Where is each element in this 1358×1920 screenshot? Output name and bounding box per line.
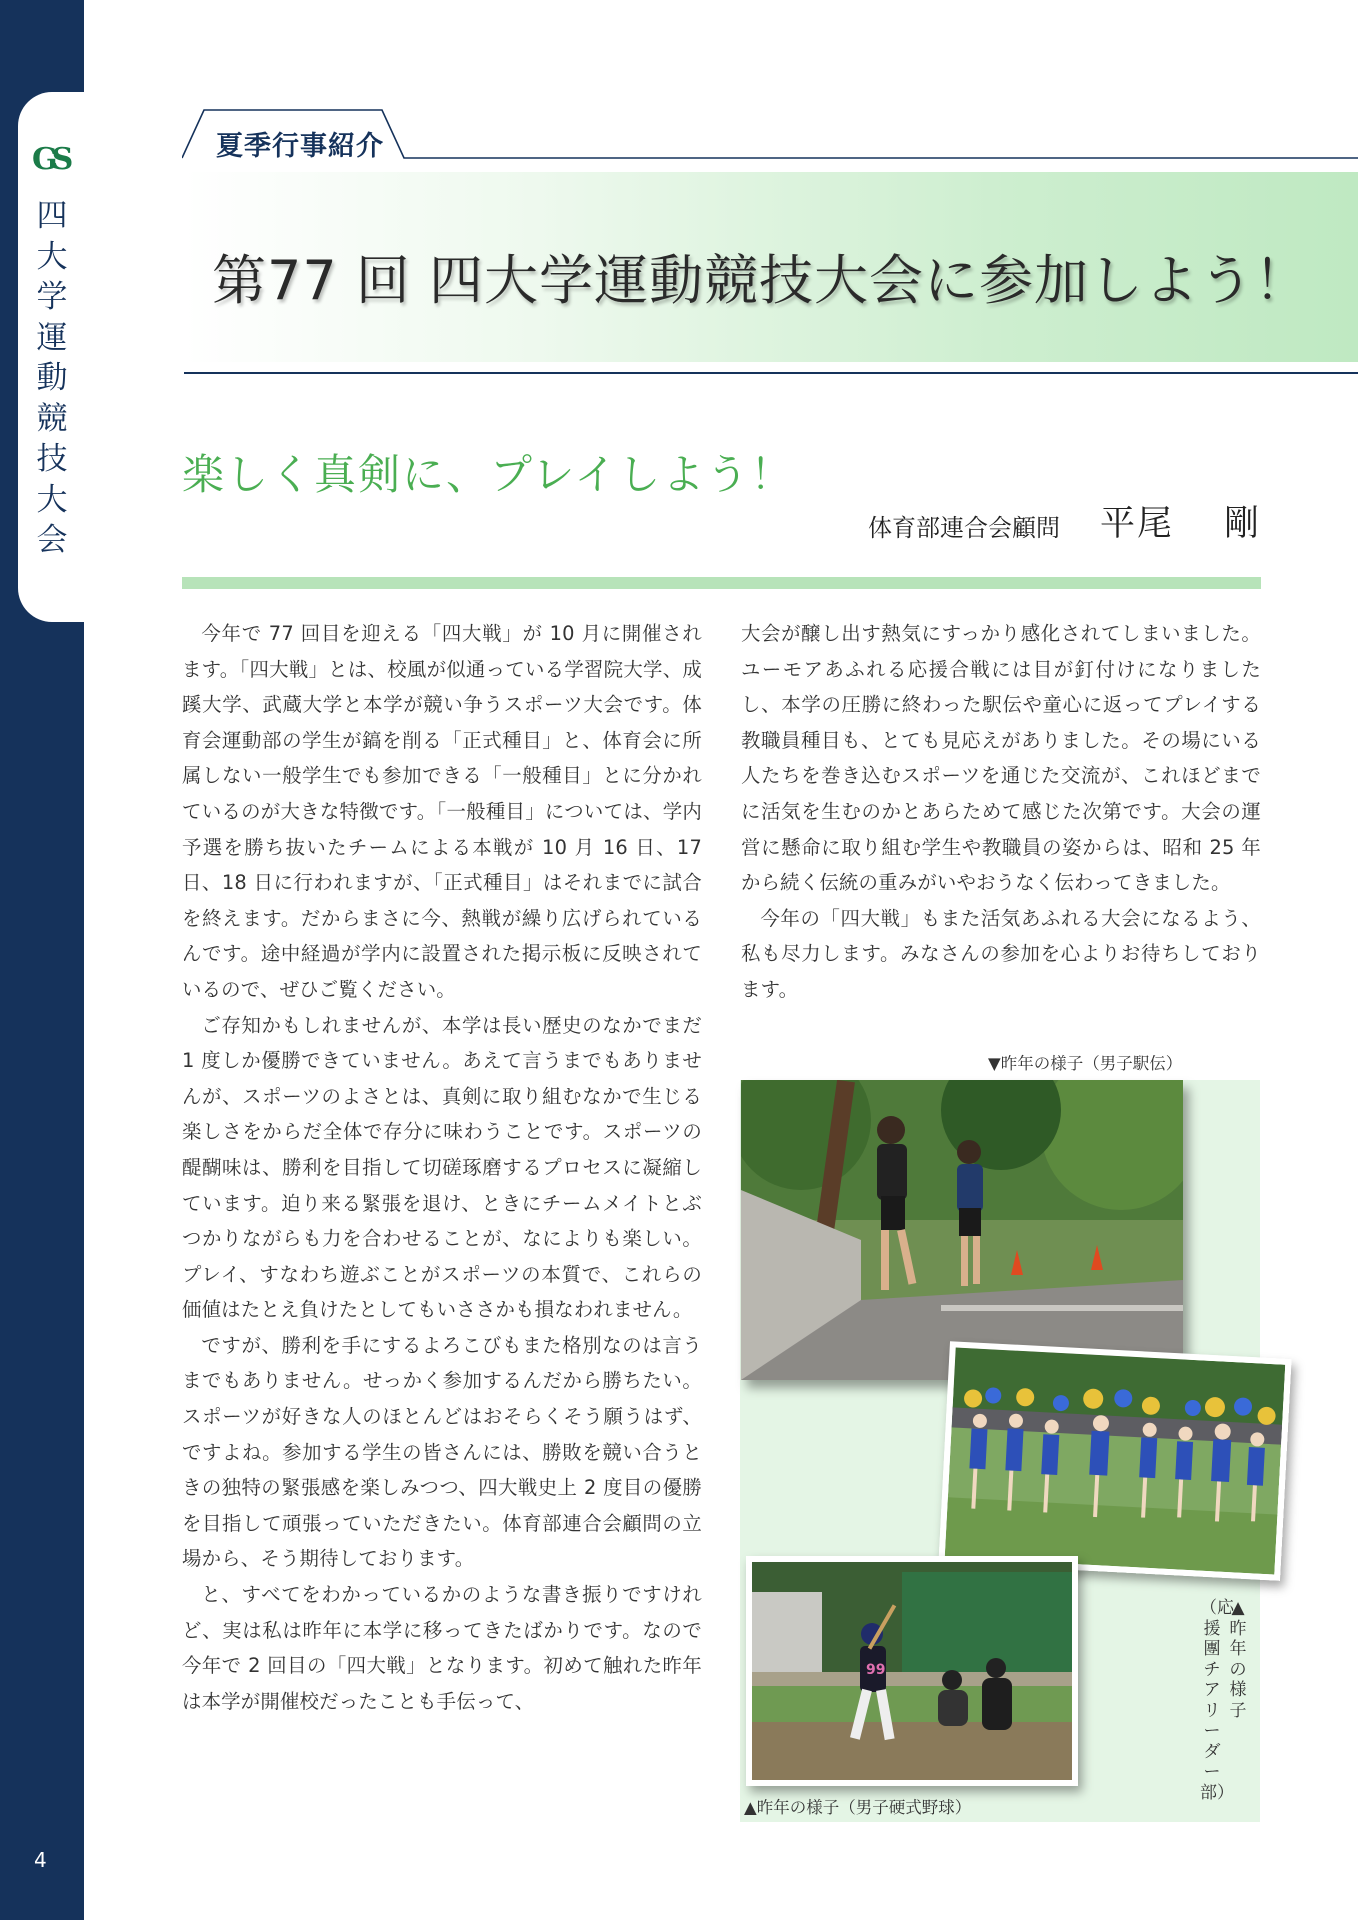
article-heading: 楽しく真剣に、プレイしよう！ [182, 450, 795, 499]
caption-cheerleader-line1: ▲昨年の様子 [1229, 1598, 1247, 1721]
caption-baseball: ▲昨年の様子（男子硬式野球） [744, 1798, 972, 1817]
category-label: 夏季行事紹介 [216, 131, 384, 162]
title-divider [184, 372, 1358, 374]
page-number: 4 [34, 1848, 47, 1872]
svg-text:99: 99 [866, 1662, 886, 1678]
caption-relay: ▼昨年の様子（男子駅伝） [988, 1054, 1183, 1073]
author-name: 平尾 剛 [1100, 504, 1262, 544]
heading-underline [182, 577, 1261, 589]
paragraph: ご存知かもしれませんが、本学は長い歴史のなかでまだ 1 度しか優勝できていません。あえて言うまでもありませんが、スポーツのよさとは、真剣に取り組むなかで生じる楽しさをからだ全体で存分に味わうことです。スポーツの醍醐味は、勝利を目指して切磋琢磨するプロセスに凝縮しています。迫り来る緊張を退け、ときにチームメイトとぶつかりながらも力を合わせることが、なによりも楽しい。プレイ、すなわち遊ぶことがスポーツの本質で、これらの価値はたとえ負けたとしてもいささかも損なわれません。 [182, 1013, 702, 1322]
paragraph: 今年で 77 回目を迎える「四大戦」が 10 月に開催されます。「四大戦」とは、校風が似通っている学習院大学、成蹊大学、武蔵大学と本学が競い争うスポーツ大会です。体育会運動部の学生が鎬を削る「正式種目」と、体育会に所属しない一般学生でも参加できる「一般種目」とに分かれているのが大きな特徴です。「一般種目」については、学内予選を勝ち抜いたチームによる本戦が 10 月 16 日、17 日、18 日に行われますが、「正式種目」はそれまでに試合を終えます。だからまさに今、熱戦が繰り広げられているんです。途中経過が学内に設置された掲示板に反映されているので、ぜひご覧ください。 [182, 622, 702, 1001]
article-column-left [182, 616, 702, 1719]
baseball-photo [746, 1556, 1078, 1786]
baseball-batter-image [752, 1562, 1072, 1780]
relay-photo [741, 1080, 1183, 1380]
category-header [182, 108, 1358, 160]
caption-cheerleader [1200, 1598, 1250, 1818]
author-role: 体育部連合会顧問 [868, 514, 1060, 542]
paragraph: 今年の「四大戦」もまた活気あふれる大会になるよう、私も尽力します。みなさんの参加を心よりお待ちしております。 [741, 906, 1261, 1001]
page-title: 第77 回 四大学運動競技大会に参加しよう！ [212, 249, 1310, 312]
paragraph: と、すべてをわかっているかのような書き振りですけれど、実は私は昨年に本学に移ってきたばかりです。なので今年で 2 回目の「四大戦」となります。初めて触れた昨年は本学が開催校だったことも手伝って、 [182, 1583, 702, 1713]
relay-runners-image [741, 1080, 1183, 1380]
gs-logo: GS [32, 142, 68, 177]
article-column-right [741, 616, 1261, 1008]
sidebar-title: 四大学運動競技大会 [36, 198, 68, 558]
cheerleaders-image [945, 1348, 1286, 1575]
paragraph: 大会が醸し出す熱気にすっかり感化されてしまいました。ユーモアあふれる応援合戦には目が釘付けになりましたし、本学の圧勝に終わった駅伝や童心に返ってプレイする教職員種目も、とても見応えがありました。その場にいる人たちを巻き込むスポーツを通じた交流が、これほどまでに活気を生むのかとあらためて感じた次第です。大会の運営に懸命に取り組む学生や教職員の姿からは、昭和 25 年から続く伝統の重みがいやおうなく伝わってきました。 [741, 622, 1261, 895]
cheerleader-photo [938, 1341, 1291, 1581]
paragraph: ですが、勝利を手にするよろこびもまた格別なのは言うまでもありません。せっかく参加するんだから勝ちたい。スポーツが好きな人のほとんどはおそらくそう願うはず、ですよね。参加する学生の皆さんには、勝敗を競い合うときの独特の緊張感を楽しみつつ、四大戦史上 2 度目の優勝を目指して頑張っていただきたい。体育部連合会顧問の立場から、そう期待しております。 [182, 1333, 702, 1571]
caption-cheerleader-line2: （応援團チアリーダー部） [1200, 1598, 1234, 1803]
